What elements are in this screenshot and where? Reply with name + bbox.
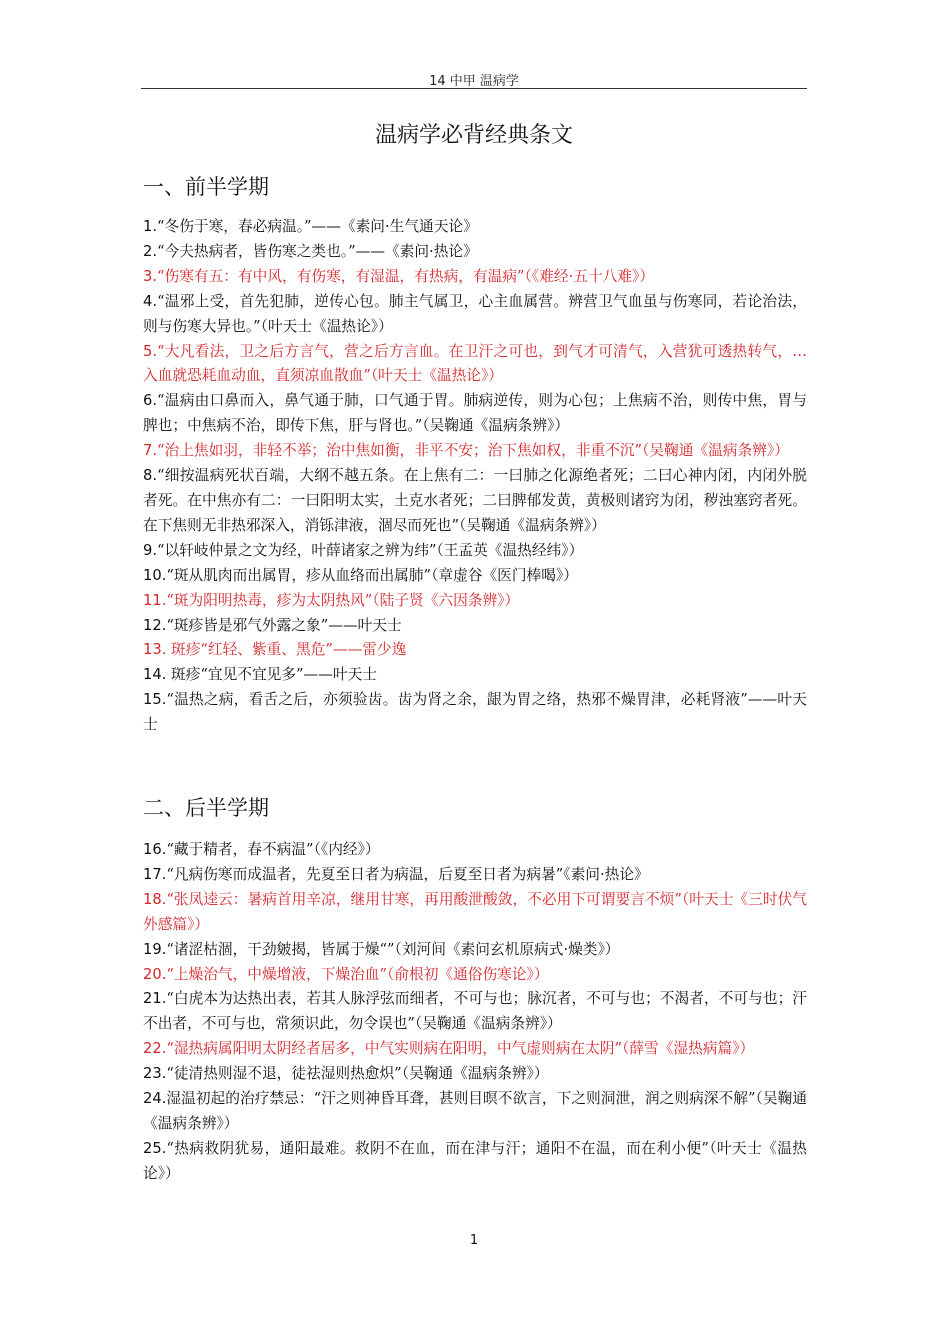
article-text: “治上焦如羽，非轻不举；治中焦如衡，非平不安；治下焦如权，非重不沉”（吴鞠通《温病条辨》） (157, 442, 789, 460)
article-item (143, 1087, 807, 1137)
article-item (143, 638, 807, 663)
article-text: “上燥治气，中燥增液，下燥治血”（俞根初《通俗伤寒论》） (166, 965, 549, 983)
article-item (143, 564, 807, 589)
article-item (143, 439, 807, 464)
article-item (143, 614, 807, 639)
article-list-first-half (143, 215, 807, 738)
running-header: 14 中甲 温病学 (429, 74, 519, 89)
article-text: “热病救阴犹易，通阳最难。救阴不在血，而在津与汗；通阳不在温，而在利小便”（叶天士《温热论》） (143, 1139, 807, 1182)
article-number: 24. (143, 1090, 167, 1108)
article-text: “大凡看法，卫之后方言气，营之后方言血。在卫汗之可也，到气才可清气，入营犹可透热转气，…入血就恐耗血动血，直须凉血散血”（叶天士《温热论》） (143, 342, 807, 385)
article-text: “湿热病属阳明太阴经者居多，中气实则病在阳明，中气虚则病在太阴”（薛雪《湿热病篇》） (166, 1040, 755, 1058)
article-text: 斑疹“宜见不宜见多”——叶天士 (166, 666, 377, 684)
article-text: “徒清热则湿不退，徒祛湿则热愈炽”（吴鞠通《温病条辨》） (166, 1065, 549, 1083)
article-item (143, 888, 807, 938)
article-number: 20. (143, 965, 167, 983)
section-heading-second-half: 二、后半学期 (143, 796, 269, 820)
article-number: 13. (143, 641, 167, 659)
article-text: “斑从肌肉而出属胃，疹从血络而出属肺”（章虚谷《医门棒喝》） (166, 566, 578, 584)
article-item (143, 963, 807, 988)
article-number: 11. (143, 591, 167, 609)
article-number: 18. (143, 890, 167, 908)
article-number: 16. (143, 841, 167, 858)
article-number: 4. (143, 292, 158, 310)
article-number: 15. (143, 691, 167, 709)
article-text: “今夫热病者，皆伤寒之类也。”——《素问·热论》 (157, 242, 478, 260)
article-text: “凡病伤寒而成温者，先夏至日者为病温，后夏至日者为病暑”《素问·热论》 (166, 865, 649, 883)
article-list-second-half (143, 838, 807, 1187)
article-text: “以轩岐仲景之文为经，叶薛诸家之辨为纬”（王孟英《温热经纬》） (157, 541, 584, 559)
article-item (143, 863, 807, 888)
article-item (143, 340, 807, 390)
article-number: 23. (143, 1065, 167, 1083)
article-item (143, 539, 807, 564)
article-item (143, 464, 807, 539)
article-text: “斑疹皆是邪气外露之象”——叶天士 (166, 616, 402, 634)
page-title: 温病学必背经典条文 (374, 123, 573, 148)
article-number: 7. (143, 442, 158, 460)
page-number: 1 (469, 1233, 479, 1248)
article-item (143, 987, 807, 1037)
article-number: 10. (143, 566, 167, 584)
article-number: 22. (143, 1040, 167, 1058)
article-number: 25. (143, 1139, 167, 1157)
article-text: “冬伤于寒，春必病温。”——《素问·生气通天论》 (157, 218, 478, 235)
article-text: “白虎本为达热出表，若其人脉浮弦而细者，不可与也；脉沉者，不可与也；不渴者，不可与也；汗不出者，不可与也，常须识此，勿令误也”（吴鞠通《温病条辨》） (143, 990, 807, 1033)
article-text: “伤寒有五：有中风，有伤寒，有湿温，有热病，有温病”（《难经·五十八难》） (157, 267, 655, 285)
article-text: “温病由口鼻而入，鼻气通于肺，口气通于胃。肺病逆传，则为心包；上焦病不治，则传中焦，胃与脾也；中焦病不治，即传下焦，肝与肾也。”（吴鞠通《温病条辨》） (143, 392, 807, 435)
article-text: “藏于精者，春不病温”（《内经》） (166, 841, 380, 858)
article-number: 8. (143, 467, 158, 485)
article-item (143, 265, 807, 290)
article-item (143, 389, 807, 439)
article-number: 12. (143, 616, 167, 634)
article-item (143, 1037, 807, 1062)
article-number: 5. (143, 342, 158, 360)
article-number: 3. (143, 267, 158, 285)
article-text: “诸涩枯涸，干劲皴揭，皆属于燥“”（刘河间《素问玄机原病式·燥类》） (166, 940, 620, 958)
article-number: 14. (143, 666, 167, 684)
article-item (143, 589, 807, 614)
section-heading-first-half: 一、前半学期 (143, 175, 269, 199)
article-item (143, 938, 807, 963)
article-item (143, 1062, 807, 1087)
article-text: “斑为阳明热毒，疹为太阴热风”（陆子贤《六因条辨》） (166, 591, 520, 609)
article-item (143, 838, 807, 863)
article-item (143, 1137, 807, 1187)
article-number: 17. (143, 865, 167, 883)
article-number: 6. (143, 392, 158, 410)
header-rule (141, 88, 807, 89)
article-text: “温热之病，看舌之后，亦须验齿。齿为肾之余，龈为胃之络，热邪不燥胃津，必耗肾液”——叶天士 (143, 691, 807, 734)
article-text: 斑疹“红轻、紫重、黑危”——雷少逸 (166, 641, 407, 659)
article-number: 19. (143, 940, 167, 958)
article-number: 1. (143, 218, 158, 235)
article-number: 21. (143, 990, 167, 1008)
article-text: “细按温病死状百端，大纲不越五条。在上焦有二：一曰肺之化源绝者死；二曰心神内闭，内闭外脱者死。在中焦亦有二：一曰阳明太实，土克水者死；二曰脾郁发黄，黄极则诸窍为闭，秽浊塞窍者死。在下焦则无非热邪深入，消铄津液，涸尽而死也”（吴鞠通《温病条辨》） (143, 467, 807, 534)
article-item (143, 663, 807, 688)
article-item (143, 215, 807, 240)
article-item (143, 290, 807, 340)
article-number: 2. (143, 242, 158, 260)
article-item (143, 688, 807, 738)
article-item (143, 240, 807, 265)
article-text: “温邪上受，首先犯肺，逆传心包。肺主气属卫，心主血属营。辨营卫气血虽与伤寒同，若论治法，则与伤寒大异也。”（叶天士《温热论》） (143, 292, 807, 335)
article-text: “张凤逵云：暑病首用辛凉，继用甘寒，再用酸泄酸敛，不必用下可谓要言不烦”（叶天士《三时伏气外感篇》） (143, 890, 807, 933)
article-text: 湿温初起的治疗禁忌：“汗之则神昏耳聋，甚则目暝不欲言，下之则洞泄，润之则病深不解”（吴鞠通《温病条辨》） (143, 1090, 807, 1132)
article-number: 9. (143, 541, 158, 559)
